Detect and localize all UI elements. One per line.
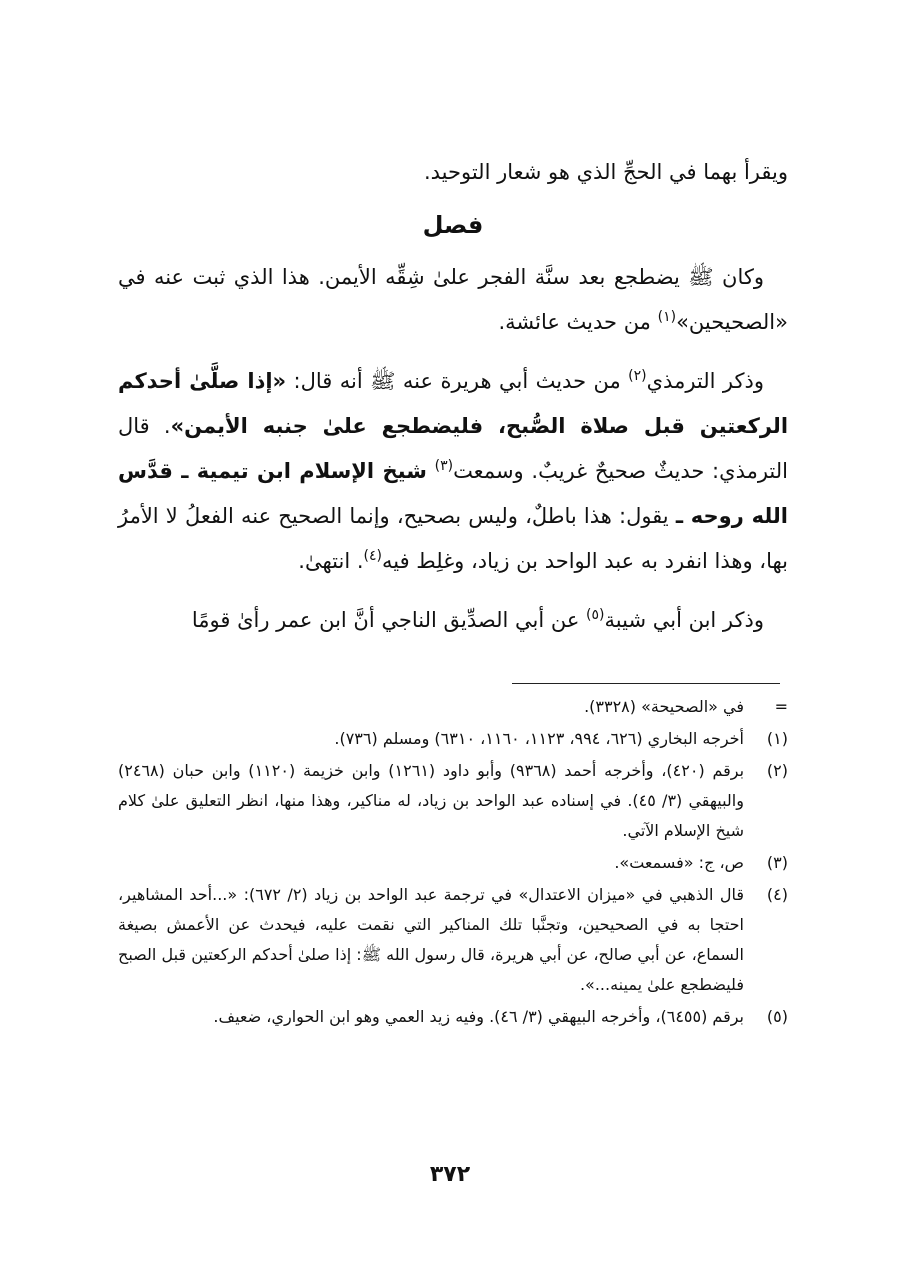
section-title: فصل <box>422 211 484 239</box>
paragraph-1 <box>118 255 788 345</box>
paragraph-2-text-b: من حديث أبي هريرة عنه ﷺ أنه قال: <box>286 369 629 393</box>
footnote-4 <box>118 880 788 1000</box>
footnote-text: ص، ج: «فسمعت». <box>614 853 744 872</box>
paragraph-2-text-c: . قال الترمذي: حديثٌ صحيحٌ غريبٌ. وسمعت <box>118 414 788 483</box>
paragraph-3 <box>118 598 788 643</box>
paragraph-3-text-a: وذكر ابن أبي شيبة <box>604 608 764 632</box>
footnote-1 <box>118 724 788 754</box>
footnote-text: قال الذهبي في «ميزان الاعتدال» في ترجمة عبد الواحد بن زياد (٢/ ٦٧٢): «...أحد المشاهير، احتجا به في الصحيحين، وتجنَّبا تلك المناكير التي نقمت عليه، فيحدث عن الأعمش بصيغة السماع، عن أبي صالح، عن أبي هريرة، قال رسول الله ﷺ: إذا صلىٰ أحدكم الركعتين قبل الصبح فليضطجع علىٰ يمينه...». <box>118 885 745 994</box>
footnote-mark: = <box>774 697 788 716</box>
shaykh-name: شيخ الإسلام ابن تيمية ـ قدَّس الله روحه ـ <box>118 459 788 528</box>
paragraph-2-text-d <box>427 459 435 483</box>
footnotes <box>118 692 788 1034</box>
footnote-mark: (٣) <box>766 853 788 872</box>
paragraph-2-text-a: وذكر الترمذي <box>646 369 764 393</box>
page-number: ٣٧٢ <box>429 1162 471 1187</box>
paragraph-2-text-e: يقول: هذا باطلٌ، وليس بصحيح، وإنما الصحيح عنه الفعلُ لا الأمرُ بها، وهذا انفرد به عبد الواحد بن زياد، وغلِط فيه <box>118 504 788 573</box>
footnote-mark: (٢) <box>766 761 788 780</box>
footnote-mark: (٥) <box>766 1007 788 1026</box>
paragraph-1-text-a: وكان ﷺ يضطجع بعد سنَّة الفجر علىٰ شِقِّه الأيمن. هذا الذي ثبت عنه في «الصحيحين» <box>118 265 788 334</box>
footnote-2 <box>118 756 788 846</box>
main-text <box>118 150 788 643</box>
footnote-ref-4[interactable]: (٤) <box>363 548 382 564</box>
paragraph-2 <box>118 359 788 584</box>
footnote-text: أخرجه البخاري (٦٢٦، ٩٩٤، ١١٢٣، ١١٦٠، ٦٣١٠) ومسلم (٧٣٦). <box>334 729 744 748</box>
footnote-text: في «الصحيحة» (٣٣٢٨). <box>584 697 744 716</box>
footnote-mark: (٤) <box>766 885 788 904</box>
footnote-text: برقم (٦٤٥٥)، وأخرجه البيهقي (٣/ ٤٦). وفيه زيد العمي وهو ابن الحواري، ضعيف. <box>213 1007 744 1026</box>
paragraph-1-text-b: من حديث عائشة. <box>498 310 658 334</box>
footnote-divider <box>512 683 780 684</box>
paragraph-gap <box>118 584 788 598</box>
footnote-ref-1[interactable]: (١) <box>657 309 677 325</box>
opening-line: ويقرأ بهما في الحجِّ الذي هو شعار التوحيد. <box>423 160 788 184</box>
footnote-text: برقم (٤٢٠)، وأخرجه أحمد (٩٣٦٨) وأبو داود (١٢٦١) وابن خزيمة (١١٢٠) وابن حبان (٢٤٦٨) والبيهقي (٣/ ٤٥). في إسناده عبد الواحد بن زياد، له مناكير، وهذا منها، انظر التعليق علىٰ كلام شيخ الإسلام الآتي. <box>118 761 745 840</box>
footnote-ref-3[interactable]: (٣) <box>434 458 454 474</box>
footnote-continued <box>118 692 788 722</box>
hadith-quote: «إذا صلَّىٰ أحدكم الركعتين قبل صلاة الصُّبح، فليضطجع علىٰ جنبه الأيمن» <box>118 369 789 438</box>
footnote-ref-5[interactable]: (٥) <box>586 607 605 623</box>
paragraph-gap <box>118 345 788 359</box>
footnote-5 <box>118 1002 788 1032</box>
footnote-ref-2[interactable]: (٢) <box>628 368 647 384</box>
footnote-mark: (١) <box>766 729 788 748</box>
footnote-3 <box>118 848 788 878</box>
paragraph-2-text-f: . انتهىٰ. <box>298 549 364 573</box>
paragraph-3-text-b: عن أبي الصدِّيق الناجي أنَّ ابن عمر رأىٰ قومًا <box>191 608 587 632</box>
